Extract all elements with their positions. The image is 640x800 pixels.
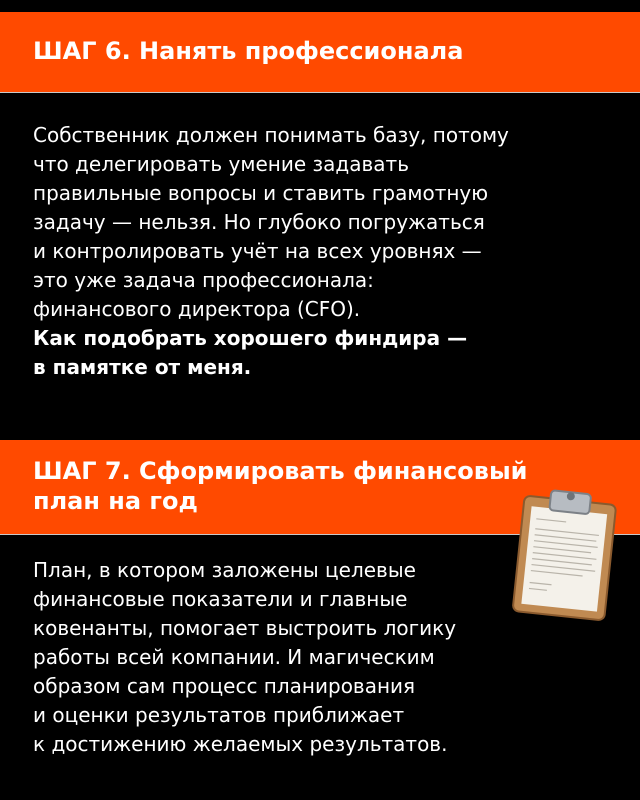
body-line: что делегировать умение задавать	[33, 152, 409, 176]
body-line: образом сам процесс планирования	[33, 674, 416, 698]
body-line: правильные вопросы и ставить грамотную	[33, 181, 489, 205]
body-line: ковенанты, помогает выстроить логику	[33, 616, 457, 640]
body-line: финансового директора (CFO).	[33, 297, 361, 321]
cfo-memo-callout: в памятке от меня.	[33, 355, 252, 379]
body-line: План, в котором заложены целевые	[33, 558, 416, 582]
body-line: и оценки результатов приближает	[33, 703, 405, 727]
step-7-body	[33, 556, 573, 759]
body-line: работы всей компании. И магическим	[33, 645, 435, 669]
step-7-title: ШАГ 7. Сформировать финансовый	[33, 457, 528, 485]
step-7-title: план на год	[33, 487, 198, 515]
clipboard-icon	[505, 482, 625, 622]
body-line: к достижению желаемых результатов.	[33, 732, 448, 756]
body-line: и контролировать учёт на всех уровнях —	[33, 239, 482, 263]
step-6-banner	[0, 12, 640, 92]
top-strip	[0, 0, 640, 12]
body-line: финансовые показатели и главные	[33, 587, 408, 611]
body-line: задачу — нельзя. Но глубоко погружаться	[33, 210, 485, 234]
body-line: Собственник должен понимать базу, потому	[33, 123, 509, 147]
step-6-body	[33, 121, 603, 382]
body-line: это уже задача профессионала:	[33, 268, 374, 292]
cfo-memo-callout: Как подобрать хорошего финдира —	[33, 326, 468, 350]
step-6-title: ШАГ 6. Нанять профессионала	[33, 37, 464, 65]
divider-line	[0, 92, 640, 93]
